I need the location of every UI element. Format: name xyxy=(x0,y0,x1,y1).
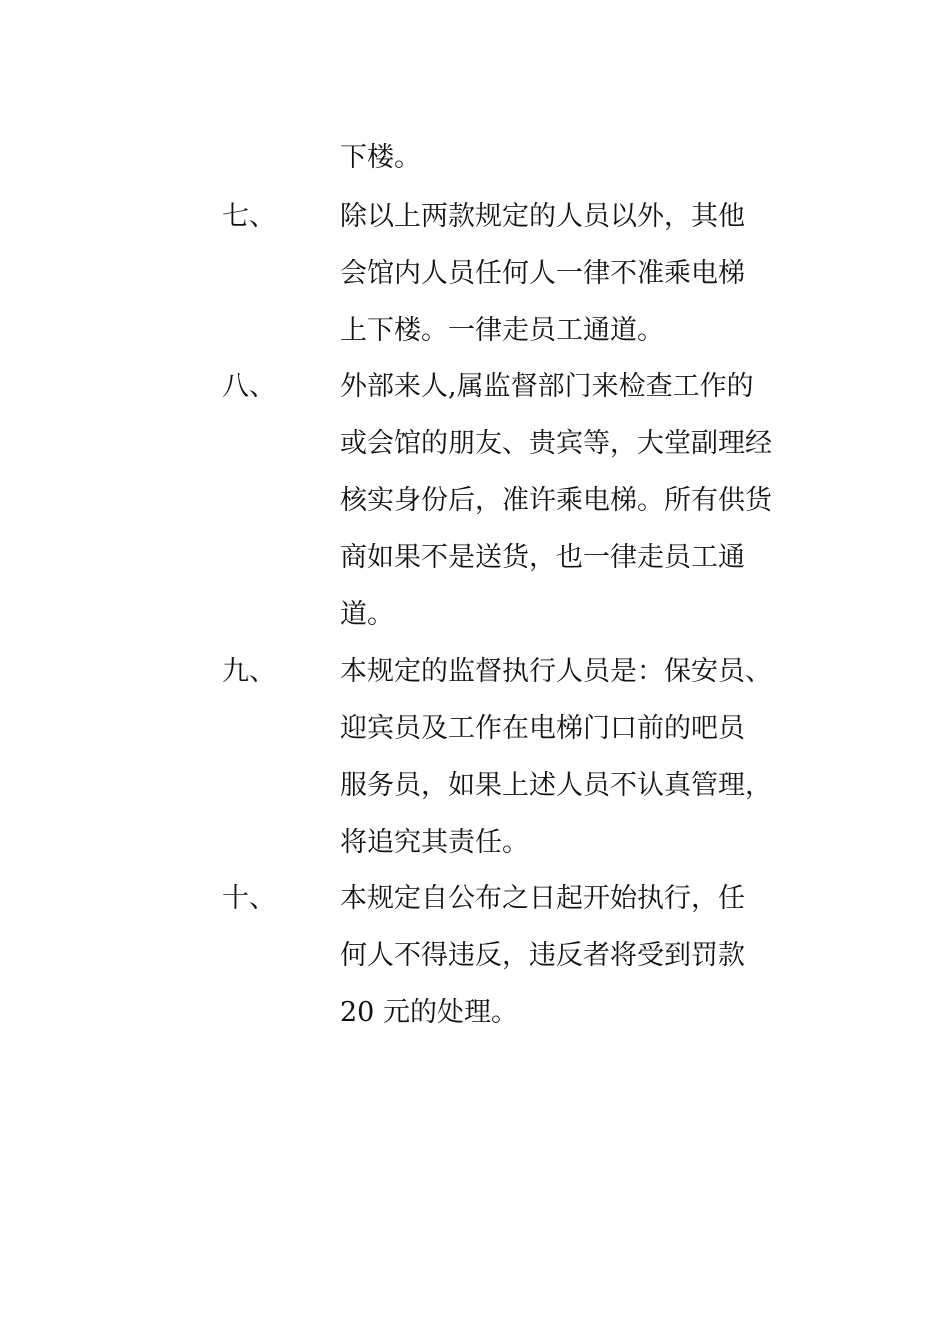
item-line: 核实身份后，准许乘电梯。所有供货 xyxy=(340,485,772,516)
item-line: 本规定自公布之日起开始执行，任 xyxy=(340,883,745,914)
item-number: 八、 xyxy=(222,371,276,402)
item-number: 十、 xyxy=(222,883,276,914)
item-line: 除以上两款规定的人员以外，其他 xyxy=(340,201,745,232)
item-line: 迎宾员及工作在电梯门口前的吧员 xyxy=(340,713,745,744)
item-line: 商如果不是送货，也一律走员工通 xyxy=(340,542,745,573)
continuation-line: 下楼。 xyxy=(340,142,421,173)
item-line: 道。 xyxy=(340,599,394,630)
item-line: 服务员，如果上述人员不认真管理， xyxy=(340,770,772,801)
item-line: 何人不得违反，违反者将受到罚款 xyxy=(340,940,745,971)
item-line: 或会馆的朋友、贵宾等，大堂副理经 xyxy=(340,428,772,459)
item-number: 七、 xyxy=(222,201,276,232)
item-line: 将追究其责任。 xyxy=(340,827,529,858)
item-line: 20 元的处理。 xyxy=(340,997,518,1028)
item-line: 上下楼。一律走员工通道。 xyxy=(340,315,664,346)
item-line: 外部来人,属监督部门来检查工作的 xyxy=(340,371,754,402)
item-line: 本规定的监督执行人员是：保安员、 xyxy=(340,656,772,687)
item-line: 会馆内人员任何人一律不准乘电梯 xyxy=(340,258,745,289)
item-number: 九、 xyxy=(222,656,276,687)
